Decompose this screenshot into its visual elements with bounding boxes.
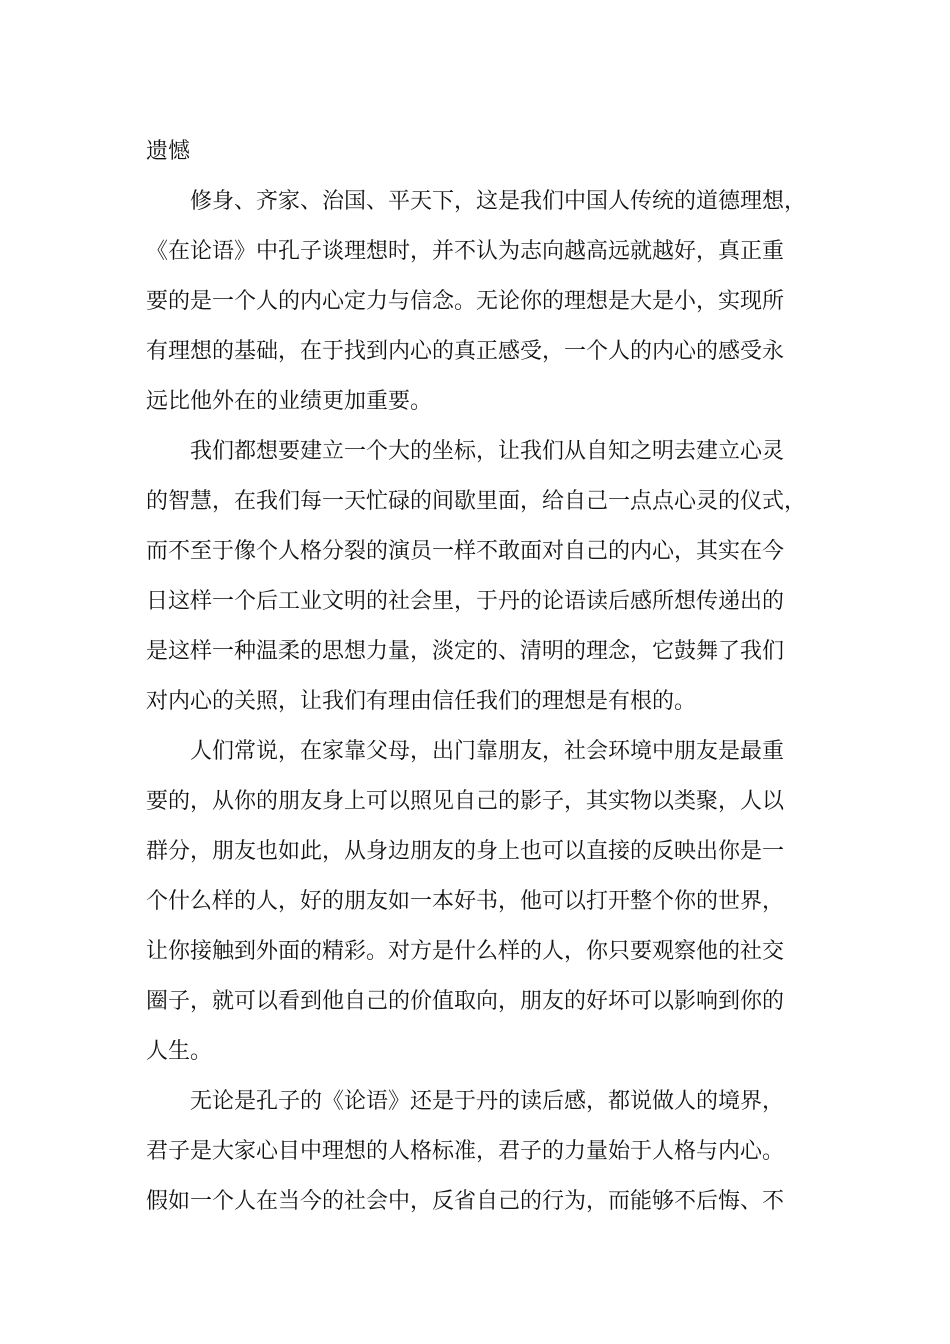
paragraph-3-line-5: 让你接触到外面的精彩。对方是什么样的人，你只要观察他的社交 bbox=[146, 939, 785, 964]
paragraph-2-line-4: 日这样一个后工业文明的社会里，于丹的论语读后感所想传递出的 bbox=[146, 589, 785, 614]
paragraph-1-line-4: 有理想的基础，在于找到内心的真正感受，一个人的内心的感受永 bbox=[146, 339, 785, 364]
paragraph-3-line-3: 群分，朋友也如此，从身边朋友的身上也可以直接的反映出你是一 bbox=[146, 839, 785, 864]
paragraph-1-line-3: 要的是一个人的内心定力与信念。无论你的理想是大是小，实现所 bbox=[146, 289, 785, 314]
paragraph-1-line-1: 修身、齐家、治国、平天下，这是我们中国人传统的道德理想， bbox=[190, 189, 807, 214]
paragraph-2-line-1: 我们都想要建立一个大的坐标，让我们从自知之明去建立心灵 bbox=[190, 439, 785, 464]
paragraph-1-line-5: 远比他外在的业绩更加重要。 bbox=[146, 389, 433, 414]
paragraph-4-line-2: 君子是大家心目中理想的人格标准，君子的力量始于人格与内心。 bbox=[146, 1139, 785, 1164]
paragraph-3-line-4: 个什么样的人，好的朋友如一本好书，他可以打开整个你的世界， bbox=[146, 889, 785, 914]
paragraph-3-line-6: 圈子，就可以看到他自己的价值取向，朋友的好坏可以影响到你的 bbox=[146, 989, 785, 1014]
paragraph-2-line-5: 是这样一种温柔的思想力量，淡定的、清明的理念，它鼓舞了我们 bbox=[146, 639, 785, 664]
paragraph-3-line-2: 要的，从你的朋友身上可以照见自己的影子，其实物以类聚，人以 bbox=[146, 789, 785, 814]
paragraph-2-line-2: 的智慧，在我们每一天忙碌的间歇里面，给自己一点点心灵的仪式， bbox=[146, 489, 807, 514]
paragraph-4-line-3: 假如一个人在当今的社会中，反省自己的行为，而能够不后悔、不 bbox=[146, 1189, 785, 1214]
text-line: 遗憾 bbox=[146, 139, 191, 164]
paragraph-2-line-6: 对内心的关照，让我们有理由信任我们的理想是有根的。 bbox=[146, 689, 697, 714]
paragraph-2-line-3: 而不至于像个人格分裂的演员一样不敢面对自己的内心，其实在今 bbox=[146, 539, 785, 564]
paragraph-3-line-1: 人们常说，在家靠父母，出门靠朋友，社会环境中朋友是最重 bbox=[190, 739, 785, 764]
paragraph-4-line-1: 无论是孔子的《论语》还是于丹的读后感，都说做人的境界， bbox=[190, 1089, 785, 1114]
paragraph-1-line-2: 《在论语》中孔子谈理想时，并不认为志向越高远就越好，真正重 bbox=[146, 239, 785, 264]
paragraph-3-line-7: 人生。 bbox=[146, 1039, 213, 1064]
